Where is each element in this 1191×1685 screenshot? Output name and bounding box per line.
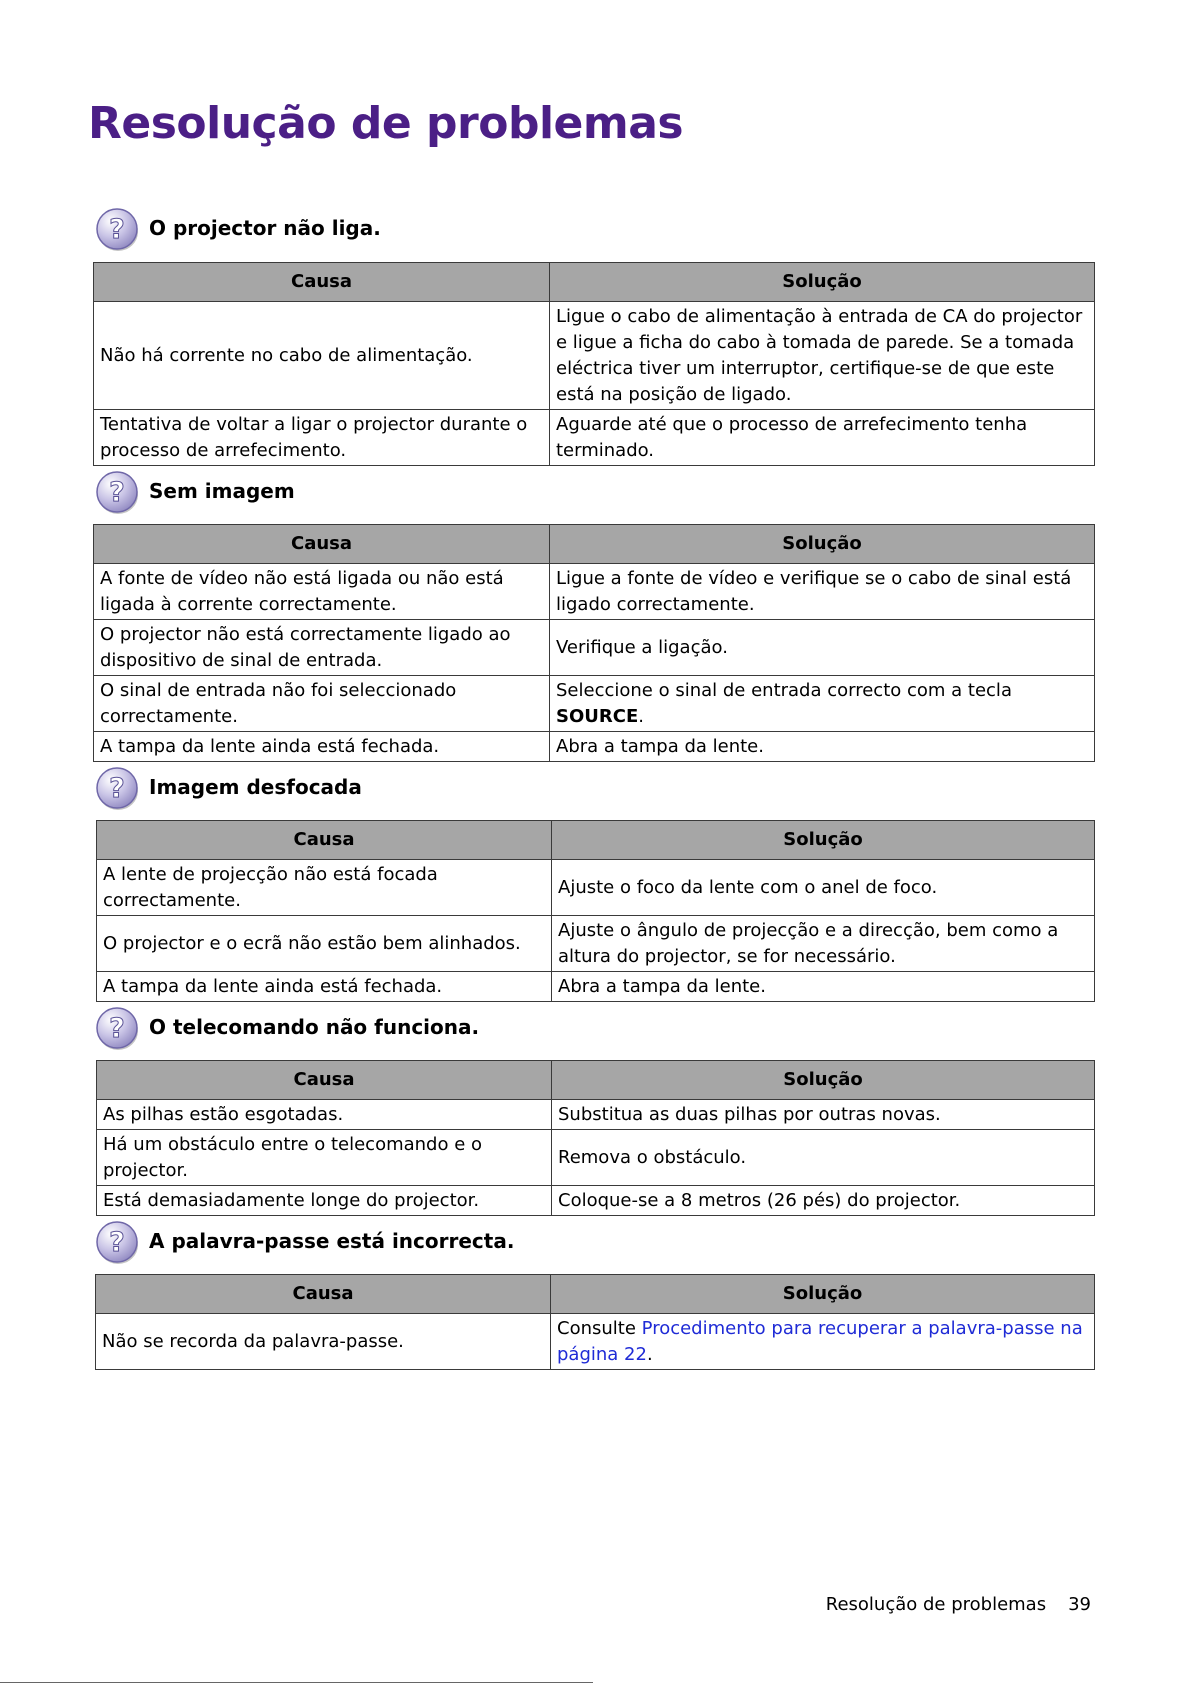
cause-cell: O projector e o ecrã não estão bem alinhados.	[97, 916, 552, 972]
cause-cell: A tampa da lente ainda está fechada.	[94, 732, 550, 762]
page-footer	[826, 1594, 1091, 1615]
column-header-cause: Causa	[94, 525, 550, 564]
solution-period: .	[646, 1343, 653, 1365]
page-number: 39	[1068, 1594, 1091, 1615]
solution-cell: Verifique a ligação.	[550, 620, 1095, 676]
cause-cell: Está demasiadamente longe do projector.	[97, 1186, 552, 1216]
cause-cell: Há um obstáculo entre o telecomando e o projector.	[97, 1130, 552, 1186]
table-row	[94, 620, 1095, 676]
section-header	[95, 206, 381, 252]
troubleshoot-table	[95, 1274, 1095, 1370]
table-row	[94, 732, 1095, 762]
table-row	[97, 1186, 1095, 1216]
section-header	[95, 1005, 479, 1051]
table-row	[97, 1100, 1095, 1130]
table-row	[94, 302, 1095, 410]
solution-cell: Substitua as duas pilhas por outras novas.	[552, 1100, 1095, 1130]
section-title: Imagem desfocada	[149, 775, 362, 799]
page-title: Resolução de problemas	[88, 98, 684, 149]
solution-text: Seleccione o sinal de entrada correcto com a tecla	[556, 679, 1012, 701]
table-row	[97, 1130, 1095, 1186]
cause-cell: O projector não está correctamente ligado ao dispositivo de sinal de entrada.	[94, 620, 550, 676]
section-header	[95, 469, 295, 515]
troubleshoot-table	[96, 1060, 1095, 1216]
solution-cell	[551, 1314, 1095, 1370]
solution-text: Consulte	[557, 1317, 636, 1339]
cause-cell: Não há corrente no cabo de alimentação.	[94, 302, 550, 410]
table-row	[94, 564, 1095, 620]
svg-text:?: ?	[109, 1227, 125, 1258]
solution-cell: Coloque-se a 8 metros (26 pés) do projector.	[552, 1186, 1095, 1216]
solution-cell: Abra a tampa da lente.	[550, 732, 1095, 762]
column-header-solution: Solução	[550, 263, 1095, 302]
troubleshoot-table	[93, 524, 1095, 762]
question-help-icon	[95, 206, 141, 252]
column-header-cause: Causa	[97, 821, 552, 860]
section-title: O telecomando não funciona.	[149, 1015, 480, 1039]
troubleshoot-table	[93, 262, 1095, 466]
cause-cell: Tentativa de voltar a ligar o projector durante o processo de arrefecimento.	[94, 410, 550, 466]
column-header-solution: Solução	[552, 821, 1095, 860]
column-header-solution: Solução	[552, 1061, 1095, 1100]
svg-text:?: ?	[109, 1013, 125, 1044]
column-header-cause: Causa	[97, 1061, 552, 1100]
table-row	[96, 1314, 1095, 1370]
solution-cell: Remova o obstáculo.	[552, 1130, 1095, 1186]
footer-section-title: Resolução de problemas	[825, 1594, 1047, 1615]
solution-cell: Ligue a fonte de vídeo e verifique se o cabo de sinal está ligado correctamente.	[550, 564, 1095, 620]
solution-cell: Ligue o cabo de alimentação à entrada de CA do projector e ligue a ficha do cabo à tomada de parede. Se a tomada eléctrica tiver um interruptor, certifique-se de que este está na posição de ligado.	[550, 302, 1095, 410]
section-title: O projector não liga.	[149, 216, 381, 240]
cause-cell: A tampa da lente ainda está fechada.	[97, 972, 552, 1002]
solution-cell: Ajuste o foco da lente com o anel de foco.	[552, 860, 1095, 916]
password-recovery-link[interactable]: Procedimento para recuperar a palavra-passe na página 22	[557, 1317, 1083, 1365]
question-help-icon	[95, 1219, 141, 1265]
question-help-icon	[95, 1005, 141, 1051]
solution-cell	[550, 676, 1095, 732]
solution-period: .	[638, 705, 644, 727]
cause-cell: O sinal de entrada não foi seleccionado correctamente.	[94, 676, 550, 732]
svg-text:?: ?	[109, 773, 125, 804]
question-help-icon	[95, 469, 141, 515]
solution-cell: Aguarde até que o processo de arrefecimento tenha terminado.	[550, 410, 1095, 466]
cause-cell: Não se recorda da palavra-passe.	[96, 1314, 551, 1370]
cause-cell: A fonte de vídeo não está ligada ou não está ligada à corrente correctamente.	[94, 564, 550, 620]
section-title: Sem imagem	[149, 479, 295, 503]
table-row	[97, 972, 1095, 1002]
section-title: A palavra-passe está incorrecta.	[149, 1229, 515, 1253]
table-row	[97, 916, 1095, 972]
table-row	[94, 676, 1095, 732]
solution-cell: Ajuste o ângulo de projecção e a direcção, bem como a altura do projector, se for necessário.	[552, 916, 1095, 972]
cause-cell: A lente de projecção não está focada correctamente.	[97, 860, 552, 916]
troubleshoot-table	[96, 820, 1095, 1002]
section-header	[95, 765, 362, 811]
svg-text:?: ?	[109, 477, 125, 508]
column-header-solution: Solução	[551, 1275, 1095, 1314]
svg-text:?: ?	[109, 214, 125, 245]
section-header	[95, 1219, 514, 1265]
column-header-cause: Causa	[94, 263, 550, 302]
cause-cell: As pilhas estão esgotadas.	[97, 1100, 552, 1130]
column-header-solution: Solução	[550, 525, 1095, 564]
question-help-icon	[95, 765, 141, 811]
source-key-label: SOURCE	[556, 705, 639, 727]
solution-cell: Abra a tampa da lente.	[552, 972, 1095, 1002]
table-row	[97, 860, 1095, 916]
bottom-rule	[0, 1682, 593, 1683]
table-row	[94, 410, 1095, 466]
column-header-cause: Causa	[96, 1275, 551, 1314]
